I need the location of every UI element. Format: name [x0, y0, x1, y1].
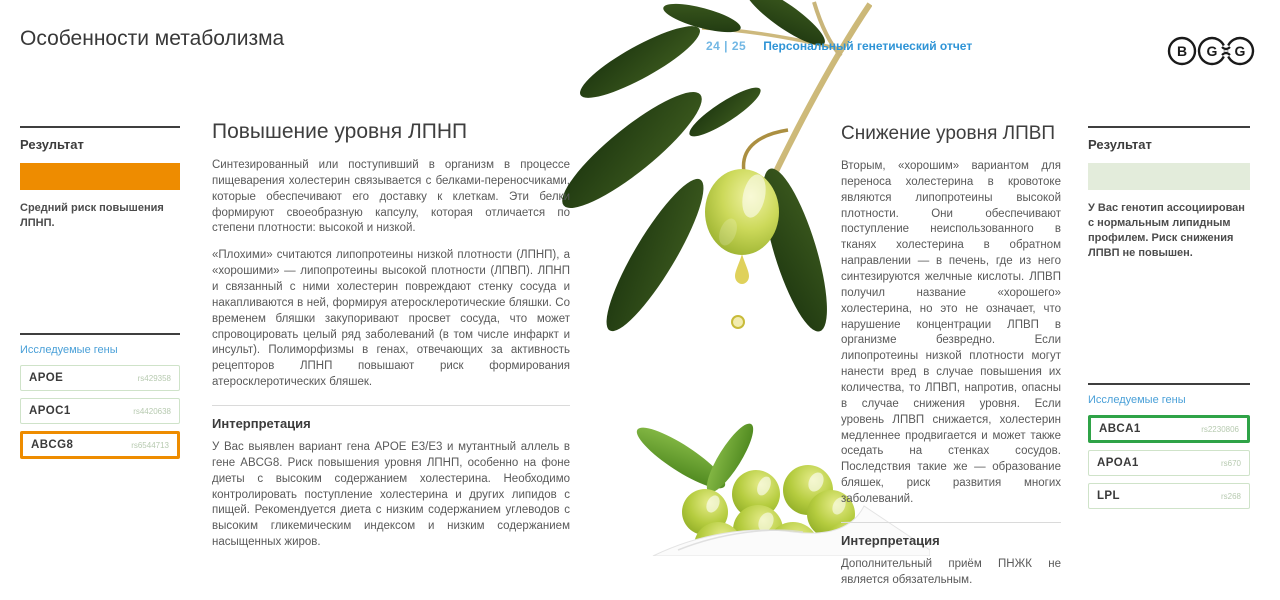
- hdl-paragraph-1: Вторым, «хорошим» вариантом для переноса холестерина в кровотоке являются липопротеины высокой плотности. Они обеспечивают поступление неиспользованного в тканях холестерина в обратном направлении — в печень, где из него синтезируются желчные кислоты. ЛПВП получил название «хорошего» холестерина, но это не означает, что нарушение концентрации ЛПВП в организме безвредно. Если липопротеины низкой плотности могут нанести вред в случае повышения их количества, то ЛПВП, напротив, опасны в случае снижения уровня. Если уровень ЛПВП снижается, холестерин медленнее продвигается и может также оседать на стенках сосудов. Последствия такие же — образование бляшек, риск развития многих заболеваний.: [841, 160, 1061, 506]
- divider: [1088, 126, 1250, 128]
- hdl-article: [841, 123, 1061, 600]
- gene-row-lpl: [1088, 483, 1250, 509]
- gene-rs: rs2230806: [1201, 424, 1239, 434]
- left-result-panel: [20, 126, 180, 231]
- divider: [841, 522, 1061, 523]
- bgg-logo-icon: [1166, 30, 1258, 72]
- svg-text:G: G: [1234, 43, 1246, 59]
- divider: [20, 126, 180, 128]
- gene-name: LPL: [1097, 490, 1120, 502]
- genes-label: Исследуемые гены: [20, 344, 118, 356]
- divider: [20, 333, 180, 335]
- gene-rs: rs670: [1220, 458, 1241, 468]
- gene-name: APOE: [29, 372, 64, 384]
- result-risk-bar-orange: [20, 163, 180, 190]
- gene-row-apoa1: [1088, 450, 1250, 476]
- divider: [1088, 383, 1250, 385]
- gene-rs: rs4420638: [133, 406, 171, 416]
- ldl-article-title: Повышение уровня ЛПНП: [212, 120, 468, 143]
- gene-rs: rs268: [1220, 491, 1241, 501]
- result-text: Средний риск повышения ЛПНП.: [20, 202, 164, 229]
- interpretation-heading: Интерпретация: [212, 416, 311, 432]
- gene-name: APOA1: [1097, 457, 1139, 469]
- result-heading: Результат: [20, 137, 84, 152]
- ldl-article: [212, 120, 570, 562]
- result-heading: Результат: [1088, 137, 1152, 152]
- hdl-article-title: Снижение уровня ЛПВП: [841, 123, 1056, 144]
- gene-row-abca1-highlighted: [1088, 415, 1250, 443]
- gene-name: ABCG8: [31, 439, 74, 451]
- gene-row-abcg8-highlighted: [20, 431, 180, 459]
- gene-name: APOC1: [29, 405, 71, 417]
- right-result-panel: [1088, 126, 1250, 260]
- gene-row-apoc1: [20, 398, 180, 424]
- result-text: У Вас генотип ассоциирован с нормальным липидным профилем. Риск снижения ЛПВП не повышен.: [1088, 202, 1245, 259]
- gene-rs: rs6544713: [131, 440, 169, 450]
- ldl-interpretation-text: У Вас выявлен вариант гена APOE E3/E3 и мутантный аллель в гене ABCG8. Риск повышения уровня ЛПНП, особенно на фоне диеты с высоким содержанием холестерина. Необходимо контролировать поступление холестерина и других липидов с пищей. Рекомендуется диета с низким содержанием углеводов с высоким гликемическим индексом и низким содержанием насыщенных жиров.: [212, 441, 570, 549]
- hdl-interpretation-text: Дополнительный приём ПНЖК не является обязательным.: [841, 557, 1061, 586]
- ldl-paragraph-2: «Плохими» считаются липопротеины низкой плотности (ЛПНП), а «хорошими» — липопротеины высокой плотности (ЛПВП). ЛПНП и связанный с ними холестерин повреждают стенку сосуда и накапливаются в ней, формируя атеросклеротические бляшки. Со временем бляшки закупоривают просвет сосуда, что может спровоцировать целый ряд заболеваний (в том числе инфаркт и инсульт). Полиморфизмы в генах, отвечающих за активность рецепторов ЛПНП повышают риск формирования атеросклеротических бляшек.: [212, 249, 570, 389]
- svg-text:G: G: [1206, 43, 1218, 59]
- right-genes-panel: [1088, 383, 1250, 516]
- result-risk-bar-green: [1088, 163, 1250, 190]
- gene-name: ABCA1: [1099, 423, 1141, 435]
- page-number: 24 | 25: [706, 39, 747, 53]
- divider: [212, 405, 570, 406]
- interpretation-heading: Интерпретация: [841, 532, 940, 548]
- ldl-paragraph-1: Синтезированный или поступивший в организм в процессе пищеварения холестерин связывается с белками-переносчиками, которые обеспечивают его доставку к клеткам. Эти белки формируют своеобразную капсулу, которая отличается по степени плотности: высокой и низкой.: [212, 159, 570, 235]
- gene-rs: rs429358: [137, 373, 171, 383]
- bgg-logo: [1166, 30, 1258, 77]
- svg-text:B: B: [1176, 43, 1188, 59]
- report-title: Персональный генетический отчет: [763, 39, 973, 53]
- left-genes-panel: [20, 333, 180, 466]
- gene-row-apoe: [20, 365, 180, 391]
- report-header: [706, 39, 972, 53]
- genes-label: Исследуемые гены: [1088, 394, 1186, 406]
- page-title: Особенности метаболизма: [20, 27, 285, 50]
